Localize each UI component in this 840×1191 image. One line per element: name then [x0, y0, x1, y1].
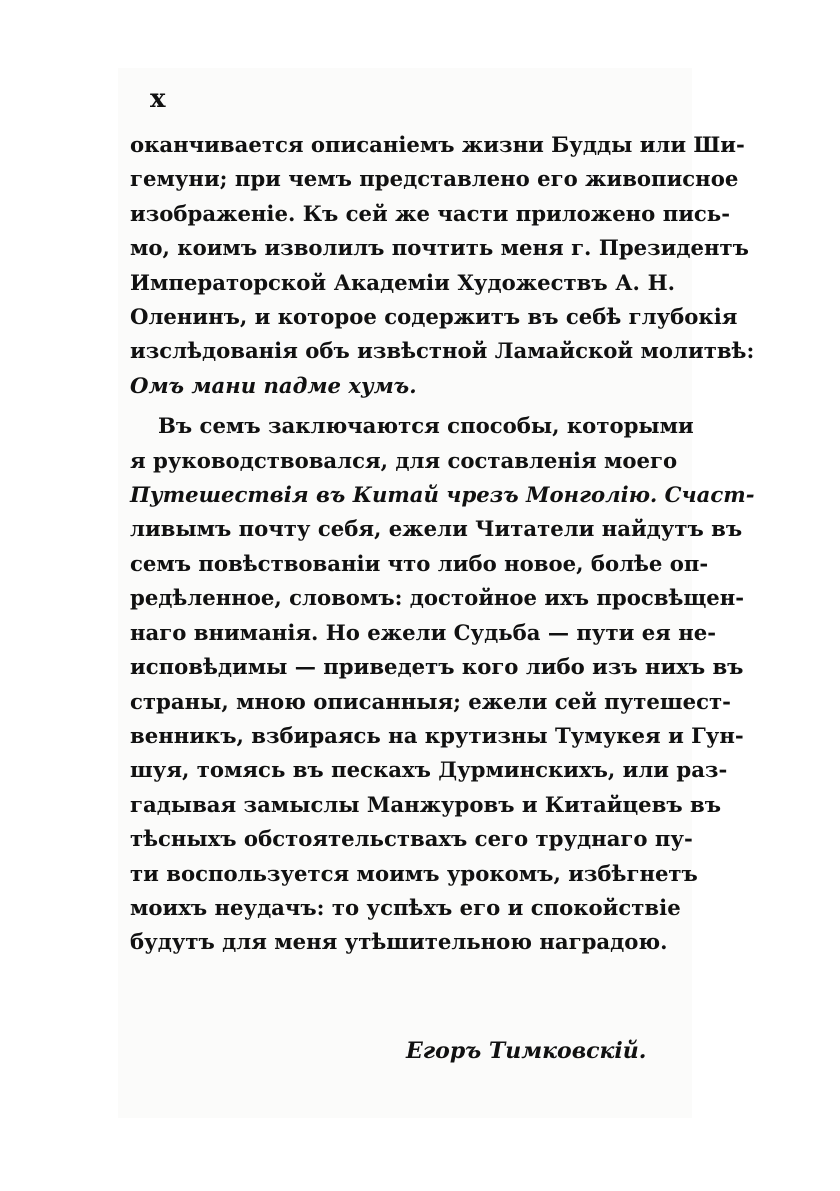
text-line: ливымъ почту себя, ежели Читатели найдутъ въ [130, 516, 743, 542]
text-line: Оленинъ, и которое содержитъ въ себѣ глубокія [130, 304, 738, 330]
prayer-text: Омъ мани падме хумъ. [130, 372, 417, 398]
text-line: семъ повѣствованіи что либо новое, болѣе оп- [130, 550, 709, 576]
author-signature: Егоръ Тимковскій. [406, 1038, 647, 1064]
text-line: шуя, томясь въ пескахъ Дурминскихъ, или раз- [130, 757, 728, 783]
body-text [130, 128, 755, 960]
text-line: тѣсныхъ обстоятельствахъ сего труднаго пу- [130, 826, 693, 852]
page-number: x [150, 84, 167, 114]
text-line: редѣленное, словомъ: достойное ихъ просвѣщен- [130, 585, 745, 611]
text-line: оканчивается описаніемъ жизни Будды или Ши- [130, 132, 745, 157]
text-line: я руководствовался, для составленія моего [130, 447, 678, 473]
text-line: гемуни; при чемъ представлено его живописное [130, 166, 739, 192]
text-line: мо, коимъ изволилъ почтить меня г. Президентъ [130, 235, 749, 261]
text-line: страны, мною описанныя; ежели сей путешест- [130, 688, 731, 714]
text-line: наго вниманія. Но ежели Судьба — пути ея не- [130, 619, 716, 645]
text-line: моихъ неудачъ: то успѣхъ его и спокойствіе [130, 894, 681, 920]
text-line: будутъ для меня утѣшительною наградою. [130, 929, 668, 955]
paragraph-2 [130, 409, 755, 960]
text-line: ти воспользуется моимъ урокомъ, избѣгнетъ [130, 860, 698, 886]
text-line: изслѣдованія объ извѣстной Ламайской молитвѣ: [130, 338, 755, 364]
text-line: исповѣдимы — приведетъ кого либо изъ нихъ въ [130, 654, 744, 680]
book-title-line: Путешествія въ Китай чрезъ Монголію. Счаст- [130, 482, 755, 508]
text-line: Императорской Академіи Художествъ А. Н. [130, 269, 675, 295]
text-line: венникъ, взбираясь на крутизны Тумукея и Гун- [130, 722, 744, 748]
paragraph-1 [130, 128, 755, 403]
text-line: гадывая замыслы Манжуровъ и Китайцевъ въ [130, 791, 721, 817]
text-line: изображеніе. Къ сей же части приложено пись- [130, 200, 730, 226]
text-line: Въ семъ заключаются способы, которыми [158, 413, 694, 439]
